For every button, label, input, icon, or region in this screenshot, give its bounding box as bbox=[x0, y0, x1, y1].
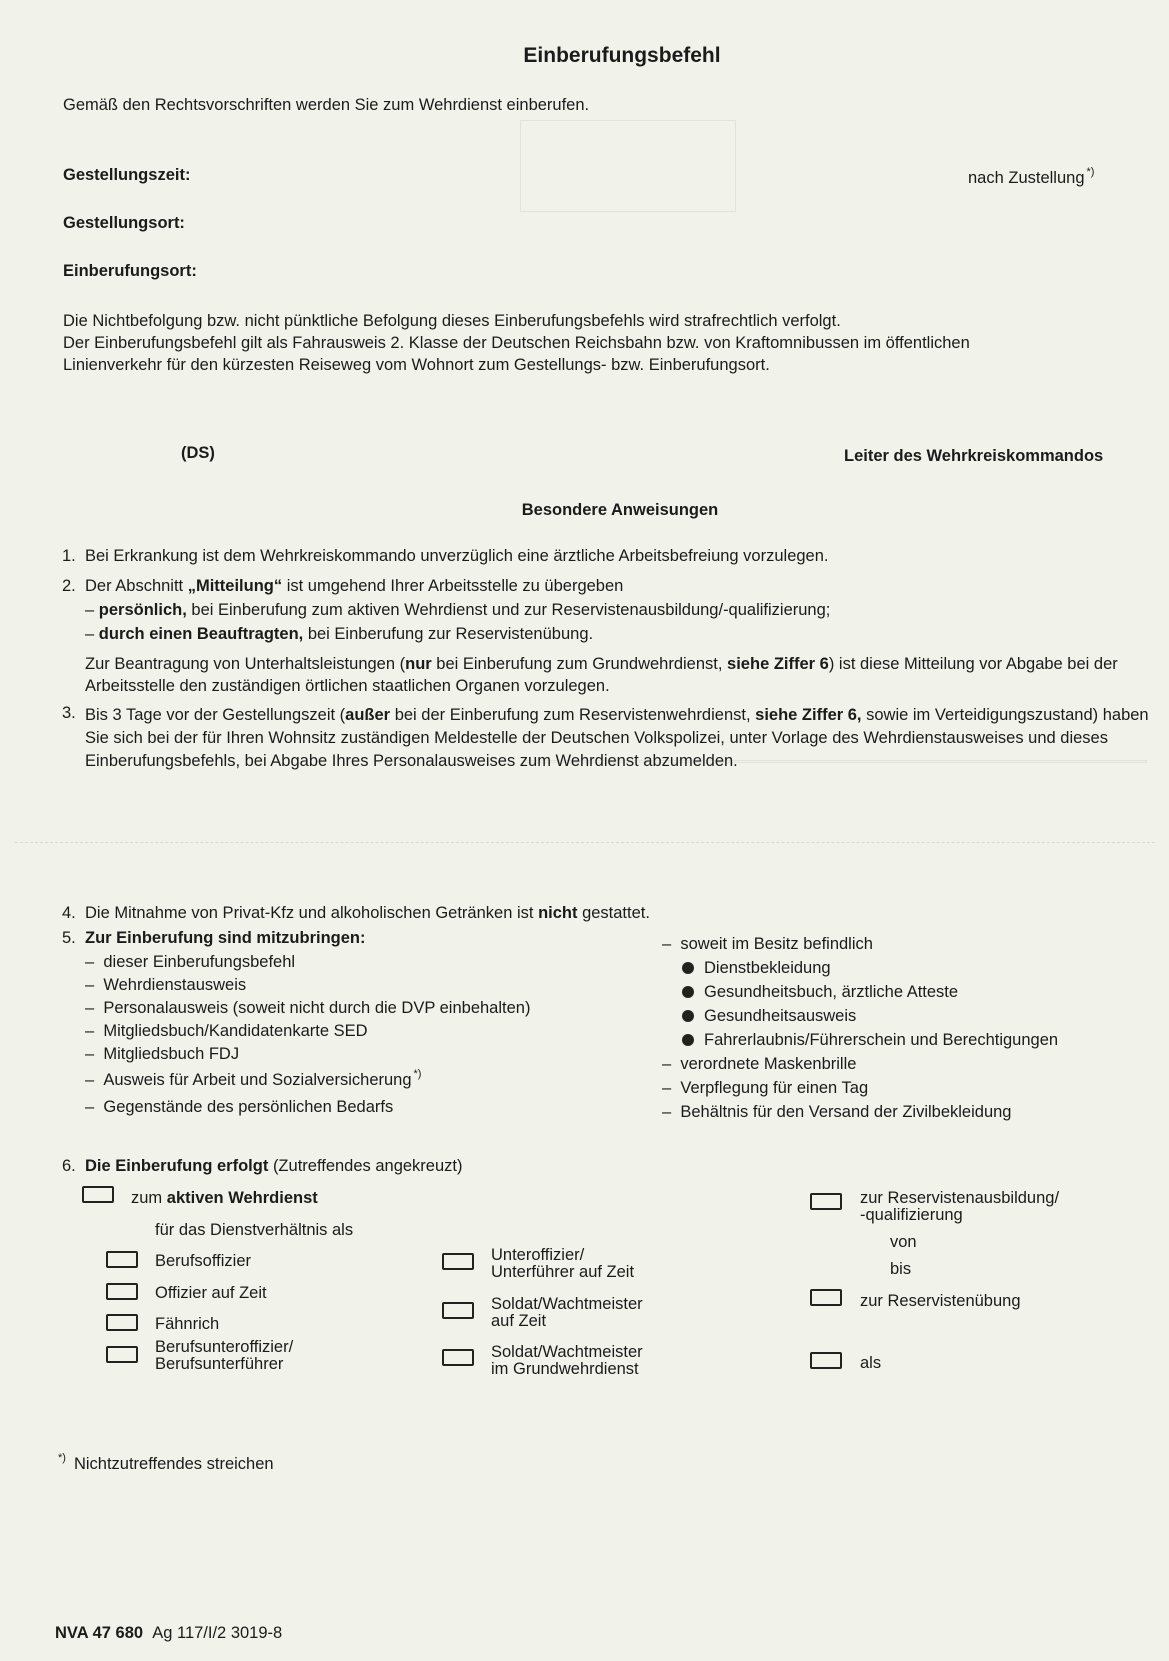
bring-dot-item bbox=[682, 983, 958, 1002]
text-segment-bold: außer bbox=[345, 706, 391, 724]
bring-list-item bbox=[662, 935, 873, 954]
item-number: 2. bbox=[62, 577, 76, 595]
text-segment: gestattet. bbox=[577, 904, 650, 922]
mitteilung-emphasis: „Mitteilung“ bbox=[187, 577, 283, 595]
instructions-heading: Besondere Anweisungen bbox=[521, 501, 719, 519]
active-service-checkbox[interactable] bbox=[82, 1186, 114, 1203]
bring-dot-item bbox=[682, 1031, 1058, 1050]
dash: – bbox=[662, 1079, 672, 1097]
bring-item-text: Mitgliedsbuch/Kandidatenkarte SED bbox=[103, 1022, 368, 1040]
active-service-label bbox=[131, 1189, 318, 1208]
signature-title: Leiter des Wehrkreiskommandos bbox=[844, 447, 1104, 465]
faehnrich-label: Fähnrich bbox=[155, 1315, 220, 1333]
berufsunteroffizier-checkbox[interactable] bbox=[106, 1346, 138, 1363]
text-segment: Die Mitnahme von Privat-Kfz und alkoholischen Getränken ist bbox=[85, 904, 539, 922]
items-to-bring-heading: Zur Einberufung sind mitzubringen: bbox=[85, 929, 366, 947]
text-segment: bei Einberufung zum aktiven Wehrdienst und zur Reservistenausbildung/-qualifizierung; bbox=[186, 601, 831, 619]
bring-item-text: Gegenstände des persönlichen Bedarfs bbox=[103, 1098, 394, 1116]
bring-dot-item bbox=[682, 959, 831, 978]
text-segment: sowie im Verteidigungszustand) haben Sie sich bei der für Ihren Wohnsitz zuständigen Meldestelle der Deutschen Volkspolizei, unter Vorlage des Wehrdienstausweises und dieses Einberufungsbefehls, bei Abgabe Ihres Personalausweises zum Wehrdienst abzumelden. bbox=[85, 706, 1149, 770]
als-checkbox[interactable] bbox=[810, 1352, 842, 1369]
item-number: 6. bbox=[62, 1157, 76, 1175]
bullet-dot-icon bbox=[682, 1010, 694, 1022]
bring-list-item bbox=[85, 999, 530, 1018]
bring-item-text: verordnete Maskenbrille bbox=[680, 1055, 857, 1073]
dash: – bbox=[662, 1103, 672, 1121]
item-number: 3. bbox=[62, 704, 76, 722]
text-segment: ist umgehend Ihrer Arbeitsstelle zu übergeben bbox=[282, 577, 624, 595]
gestellungszeit-value bbox=[968, 166, 1094, 188]
dash: – bbox=[85, 1098, 95, 1116]
reserve-training-label: zur Reservistenausbildung/ -qualifizierung bbox=[860, 1189, 1060, 1224]
soldat-auf-zeit-label: Soldat/Wachtmeister auf Zeit bbox=[491, 1295, 643, 1330]
footnote-marker: *) bbox=[1086, 166, 1095, 178]
bring-item-text: Gesundheitsbuch, ärztliche Atteste bbox=[704, 983, 959, 1001]
form-id: NVA 47 680 bbox=[55, 1624, 144, 1642]
item-number: 5. bbox=[62, 929, 76, 947]
instruction-2-maintenance bbox=[85, 653, 1130, 697]
bring-list-item bbox=[85, 976, 246, 995]
service-relation-intro: für das Dienstverhältnis als bbox=[155, 1221, 354, 1239]
fold-line bbox=[15, 842, 1155, 843]
dash: – bbox=[85, 1071, 95, 1089]
offizier-auf-zeit-label: Offizier auf Zeit bbox=[155, 1284, 267, 1302]
bring-list-item bbox=[85, 1098, 393, 1117]
dash: – bbox=[85, 999, 95, 1017]
text-segment-bold: nur bbox=[405, 655, 432, 673]
bullet-dot-icon bbox=[682, 962, 694, 974]
text-segment: bei Einberufung zur Reservistenübung. bbox=[303, 625, 594, 643]
offizier-auf-zeit-checkbox[interactable] bbox=[106, 1283, 138, 1300]
bring-list-item bbox=[85, 953, 295, 972]
reserve-exercise-label: zur Reservistenübung bbox=[860, 1292, 1021, 1310]
bring-item-text: Dienstbekleidung bbox=[704, 959, 831, 977]
als-label: als bbox=[860, 1354, 882, 1372]
bring-item-text: Mitgliedsbuch FDJ bbox=[103, 1045, 240, 1063]
notice-line: Die Nichtbefolgung bzw. nicht pünktliche Befolgung dieses Einberufungsbefehls wird strafrechtlich verfolgt. bbox=[63, 312, 841, 330]
instruction-2-sub-delegate bbox=[85, 625, 593, 644]
instruction-4 bbox=[85, 904, 650, 923]
bring-list-item bbox=[85, 1022, 368, 1041]
seal-placeholder: (DS) bbox=[181, 444, 215, 462]
text-segment-bold: siehe Ziffer 6, bbox=[755, 706, 862, 724]
text-segment: bei der Einberufung zum Reservistenwehrdienst, bbox=[390, 706, 756, 724]
instruction-1: Bei Erkrankung ist dem Wehrkreiskommando unverzüglich eine ärztliche Arbeitsbefreiung vorzulegen. bbox=[85, 547, 829, 565]
text-segment-bold: Die Einberufung erfolgt bbox=[85, 1157, 269, 1175]
bring-item-text: Fahrerlaubnis/Führerschein und Berechtigungen bbox=[704, 1031, 1059, 1049]
einberufungsort-label: Einberufungsort: bbox=[63, 262, 197, 280]
print-code: Ag 117/I/2 3019-8 bbox=[152, 1624, 283, 1642]
bring-item-text: soweit im Besitz befindlich bbox=[680, 935, 873, 953]
dash: – bbox=[85, 601, 95, 619]
bring-item-text: dieser Einberufungsbefehl bbox=[103, 953, 296, 971]
bring-item-text: Ausweis für Arbeit und Sozialversicherung bbox=[103, 1071, 412, 1089]
gestellungsort-label: Gestellungsort: bbox=[63, 214, 185, 232]
text-segment: bei Einberufung zum Grundwehrdienst, bbox=[431, 655, 728, 673]
bring-dot-item bbox=[682, 1007, 856, 1026]
until-label: bis bbox=[890, 1260, 912, 1278]
text-segment-bold: siehe Ziffer 6 bbox=[727, 655, 829, 673]
notice-line: Linienverkehr für den kürzesten Reiseweg vom Wohnort zum Gestellungs- bzw. Einberufungsort. bbox=[63, 356, 770, 374]
footnote bbox=[58, 1452, 274, 1474]
text-segment: Zur Beantragung von Unterhaltsleistungen ( bbox=[85, 655, 406, 673]
bullet-dot-icon bbox=[682, 986, 694, 998]
berufsunteroffizier-label: Berufsunteroffizier/ Berufsunterführer bbox=[155, 1338, 294, 1373]
call-up-type-heading bbox=[85, 1157, 463, 1176]
bring-list-item bbox=[662, 1103, 1011, 1122]
bring-list-item bbox=[85, 1045, 239, 1064]
text-segment: zum bbox=[131, 1189, 167, 1207]
instruction-2-sub-personal bbox=[85, 601, 830, 620]
bring-list-item bbox=[662, 1079, 868, 1098]
unteroffizier-checkbox[interactable] bbox=[442, 1253, 474, 1270]
form-code bbox=[55, 1624, 282, 1643]
text-segment-bold: durch einen Beauftragten, bbox=[98, 625, 304, 643]
dash: – bbox=[85, 953, 95, 971]
text-segment: (Zutreffendes angekreuzt) bbox=[272, 1157, 463, 1175]
bring-item-text: Personalausweis (soweit nicht durch die DVP einbehalten) bbox=[103, 999, 531, 1017]
item-number: 1. bbox=[62, 547, 76, 565]
instruction-2 bbox=[85, 577, 623, 596]
dash: – bbox=[85, 625, 95, 643]
instruction-3 bbox=[85, 704, 1165, 773]
text-segment-bold: aktiven Wehrdienst bbox=[166, 1189, 318, 1207]
footnote-marker: *) bbox=[413, 1068, 422, 1080]
berufsoffizier-label: Berufsoffizier bbox=[155, 1252, 251, 1270]
bring-list-item bbox=[85, 1068, 421, 1090]
bring-item-text: Verpflegung für einen Tag bbox=[680, 1079, 869, 1097]
bring-list-item bbox=[662, 1055, 856, 1074]
intro-text: Gemäß den Rechtsvorschriften werden Sie zum Wehrdienst einberufen. bbox=[63, 96, 590, 114]
bring-item-text: Gesundheitsausweis bbox=[704, 1007, 857, 1025]
reserve-exercise-checkbox[interactable] bbox=[810, 1289, 842, 1306]
faehnrich-checkbox[interactable] bbox=[106, 1314, 138, 1331]
footnote-marker: *) bbox=[58, 1452, 66, 1464]
unteroffizier-label: Unteroffizier/ Unterführer auf Zeit bbox=[491, 1246, 635, 1281]
bring-item-text: Wehrdienstausweis bbox=[103, 976, 247, 994]
document-title: Einberufungsbefehl bbox=[523, 44, 721, 67]
text-segment-bold: nicht bbox=[538, 904, 578, 922]
dash: – bbox=[85, 976, 95, 994]
bring-item-text: Behältnis für den Versand der Zivilbekleidung bbox=[680, 1103, 1012, 1121]
item-number: 4. bbox=[62, 904, 76, 922]
footnote-text: Nichtzutreffendes streichen bbox=[73, 1455, 274, 1473]
berufsoffizier-checkbox[interactable] bbox=[106, 1251, 138, 1268]
soldat-grundwehrdienst-label: Soldat/Wachtmeister im Grundwehrdienst bbox=[491, 1343, 643, 1378]
text-segment: Bis 3 Tage vor der Gestellungszeit ( bbox=[85, 706, 346, 724]
dash: – bbox=[662, 1055, 672, 1073]
gestellungszeit-value-text: nach Zustellung bbox=[968, 169, 1085, 187]
text-segment-bold: persönlich, bbox=[98, 601, 187, 619]
reserve-training-checkbox[interactable] bbox=[810, 1193, 842, 1210]
from-label: von bbox=[890, 1233, 917, 1251]
soldat-grundwehrdienst-checkbox[interactable] bbox=[442, 1349, 474, 1366]
gestellungszeit-label: Gestellungszeit: bbox=[63, 166, 191, 184]
dash: – bbox=[85, 1045, 95, 1063]
dash: – bbox=[662, 935, 672, 953]
soldat-auf-zeit-checkbox[interactable] bbox=[442, 1302, 474, 1319]
dash: – bbox=[85, 1022, 95, 1040]
bullet-dot-icon bbox=[682, 1034, 694, 1046]
show-through-frame bbox=[520, 120, 736, 212]
text-segment: ) ist diese Mitteilung vor Abgabe bei der Arbeitsstelle den zuständigen örtlichen staatlichen Organen vorzulegen. bbox=[85, 655, 1118, 695]
text-segment: Der Abschnitt bbox=[85, 577, 188, 595]
notice-line: Der Einberufungsbefehl gilt als Fahrausweis 2. Klasse der Deutschen Reichsbahn bzw. von Kraftomnibussen im öffentlichen bbox=[63, 334, 970, 352]
